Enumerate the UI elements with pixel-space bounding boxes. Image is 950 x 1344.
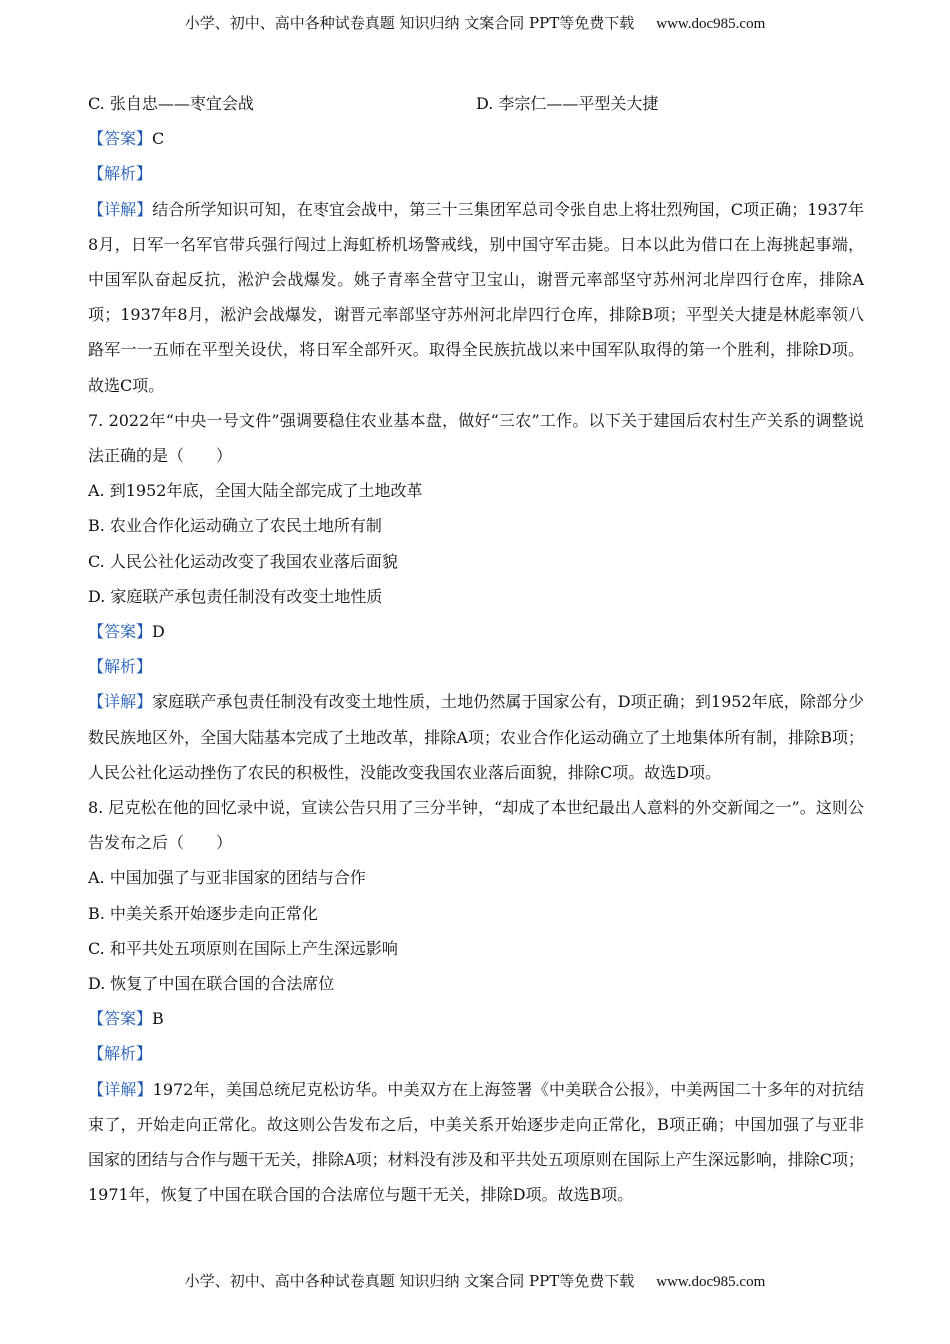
q8-detail-text: 1972年，美国总统尼克松访华。中美双方在上海签署《中美联合公报》，中美两国二十多年的对抗结束了，开始走向正常化。故这则公告发布之后，中美关系开始逐步走向正常化，B项正确；中国加强了与亚非国家的团结与合作与题干无关，排除A项；材料没有涉及和平共处五项原则在国际上产生深远影响，排除C项；1971年，恢复了中国在联合国的合法席位与题干无关，排除D项。故选B项。 bbox=[88, 1079, 864, 1205]
q8-analysis-label: 【解析】 bbox=[88, 1044, 153, 1064]
document-body bbox=[88, 86, 864, 1213]
q6-detail-text: 结合所学知识可知，在枣宜会战中，第三十三集团军总司令张自忠上将壮烈殉国，C项正确；1937年8月，日军一名军官带兵强行闯过上海虹桥机场警戒线，别中国守军击毙。日本以此为借口在上海挑起事端，中国军队奋起反抗，淞沪会战爆发。姚子青率全营守卫宝山，谢晋元率部坚守苏州河北岸四行仓库，排除A项；1937年8月，淞沪会战爆发，谢晋元率部坚守苏州河北岸四行仓库，排除B项；平型关大捷是林彪率领八路军一一五师在平型关设伏，将日军全部歼灭。取得全民族抗战以来中国军队取得的第一个胜利，排除D项。故选C项。 bbox=[88, 199, 864, 395]
q7-answer: 【答案】D bbox=[88, 622, 165, 642]
q8-option-c: C. 和平共处五项原则在国际上产生深远影响 bbox=[88, 938, 398, 958]
q8-answer: 【答案】B bbox=[88, 1009, 164, 1029]
q8-option-d: D. 恢复了中国在联合国的合法席位 bbox=[88, 974, 335, 994]
q7-detail-text: 家庭联产承包责任制没有改变土地性质，土地仍然属于国家公有，D项正确；到1952年底，除部分少数民族地区外，全国大陆基本完成了土地改革，排除A项；农业合作化运动确立了土地集体所有制，排除B项；人民公社化运动挫伤了农民的积极性，没能改变我国农业落后面貌，排除C项。故选D项。 bbox=[88, 692, 864, 782]
q6-detail bbox=[88, 192, 864, 403]
q7-analysis-label: 【解析】 bbox=[88, 657, 153, 677]
q8-option-b: B. 中美关系开始逐步走向正常化 bbox=[88, 903, 318, 923]
q6-option-c: C. 张自忠——枣宜会战 bbox=[88, 94, 254, 113]
q7-detail: 【详解】家庭联产承包责任制没有改变土地性质，土地仍然属于国家公有，D项正确；到1952年底，除部分少数民族地区外，全国大陆基本完成了土地改革，排除A项；农业合作化运动确立了土地集体所有制，排除B项；人民公社化运动挫伤了农民的积极性，没能改变我国农业落后面貌，排除C项。故选D项。 bbox=[88, 692, 864, 782]
q7-option-b: B. 农业合作化运动确立了农民土地所有制 bbox=[88, 516, 382, 536]
q7-answer-value: D bbox=[152, 622, 165, 642]
page-header bbox=[0, 12, 950, 33]
q6-answer bbox=[88, 121, 864, 156]
footer-site-link[interactable]: www.doc985.com bbox=[656, 1274, 766, 1290]
header-text: 小学、初中、高中各种试卷真题 知识归纳 文案合同 PPT等免费下载 bbox=[184, 14, 635, 32]
q6-answer-value: C bbox=[152, 129, 165, 149]
q7-option-a: A. 到1952年底，全国大陆全部完成了土地改革 bbox=[88, 481, 423, 501]
q8-detail: 【详解】1972年，美国总统尼克松访华。中美双方在上海签署《中美联合公报》，中美两国二十多年的对抗结束了，开始走向正常化。故这则公告发布之后，中美关系开始逐步走向正常化，B项正确；中国加强了与亚非国家的团结与合作与题干无关，排除A项；材料没有涉及和平共处五项原则在国际上产生深远影响，排除C项；1971年，恢复了中国在联合国的合法席位与题干无关，排除D项。故选B项。 bbox=[88, 1079, 864, 1205]
q8-option-a: A. 中国加强了与亚非国家的团结与合作 bbox=[88, 868, 366, 888]
detail-label: 【详解】 bbox=[88, 199, 153, 219]
q6-options-row bbox=[88, 86, 864, 121]
header-site-link[interactable]: www.doc985.com bbox=[656, 16, 766, 32]
q6-option-d: D. 李宗仁——平型关大捷 bbox=[476, 94, 659, 113]
answer-label: 【答案】 bbox=[88, 129, 153, 149]
footer-text: 小学、初中、高中各种试卷真题 知识归纳 文案合同 PPT等免费下载 bbox=[184, 1272, 635, 1290]
q7-stem: 7. 2022年“中央一号文件”强调要稳住农业基本盘，做好“三农”工作。以下关于建国后农村生产关系的调整说法正确的是（ ） bbox=[88, 410, 864, 466]
q6-analysis-label: 【解析】 bbox=[88, 164, 153, 184]
q7-option-d: D. 家庭联产承包责任制没有改变土地性质 bbox=[88, 586, 383, 606]
q8-answer-value: B bbox=[152, 1009, 164, 1029]
q8-stem: 8. 尼克松在他的回忆录中说，宣读公告只用了三分半钟，“却成了本世纪最出人意料的外交新闻之一”。这则公告发布之后（ ） bbox=[88, 798, 864, 853]
q7-option-c: C. 人民公社化运动改变了我国农业落后面貌 bbox=[88, 551, 398, 571]
page-footer bbox=[0, 1270, 950, 1291]
